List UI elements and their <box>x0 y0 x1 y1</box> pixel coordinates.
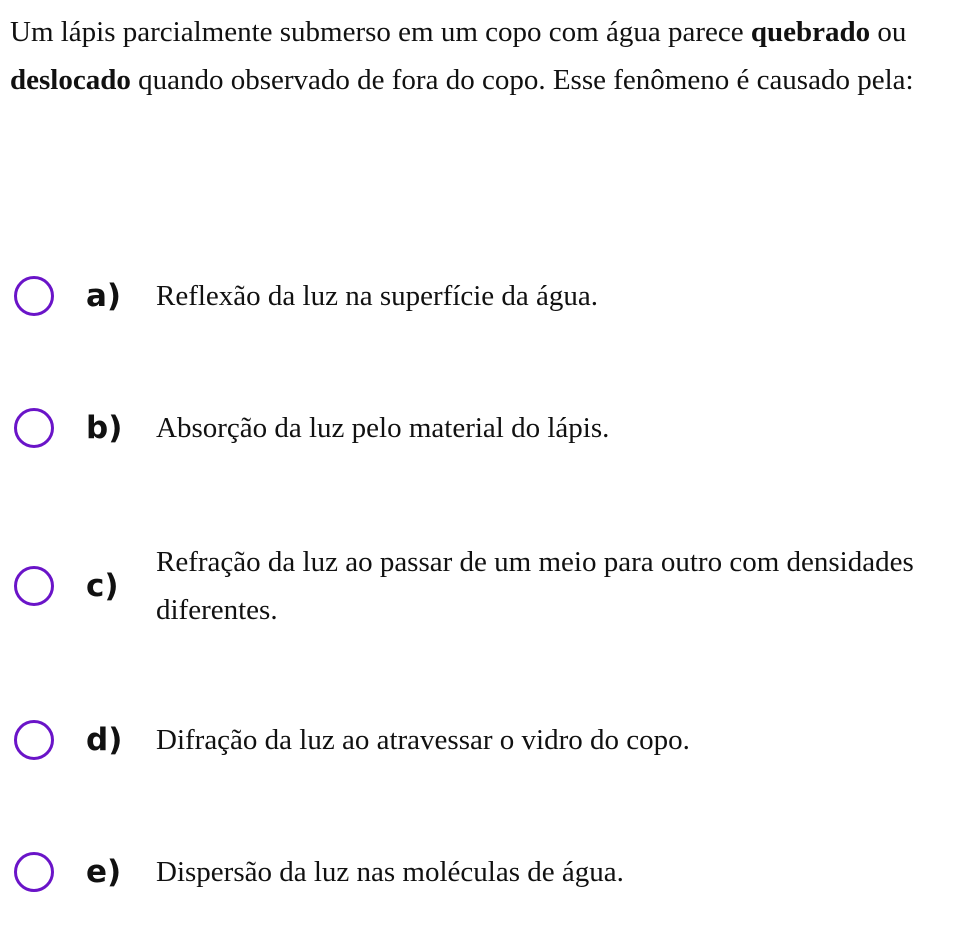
question-bold-deslocado: deslocado <box>10 64 131 96</box>
option-text: Dispersão da luz nas moléculas de água. <box>156 856 624 888</box>
option-letter: c) <box>86 568 119 604</box>
radio-button-icon[interactable] <box>14 566 54 606</box>
question-part-1: Um lápis parcialmente submerso em um copo com água parece <box>10 16 751 48</box>
option-text: Refração da luz ao passar de um meio para outro com densidades diferentes. <box>156 546 914 626</box>
option-c[interactable] <box>14 538 944 634</box>
option-text: Reflexão da luz na superfície da água. <box>156 280 599 312</box>
option-a[interactable] <box>14 272 944 320</box>
option-d[interactable] <box>14 716 944 764</box>
radio-button-icon[interactable] <box>14 720 54 760</box>
radio-button-icon[interactable] <box>14 276 54 316</box>
option-b[interactable] <box>14 404 944 452</box>
radio-button-icon[interactable] <box>14 852 54 892</box>
question-part-2: ou <box>870 16 907 48</box>
option-letter: e) <box>86 854 122 890</box>
question-text <box>10 8 945 104</box>
radio-button-icon[interactable] <box>14 408 54 448</box>
option-e[interactable] <box>14 848 944 896</box>
option-letter: b) <box>86 410 123 446</box>
option-text: Absorção da luz pelo material do lápis. <box>156 412 610 444</box>
question-part-3: quando observado de fora do copo. Esse fenômeno é causado pela: <box>130 64 914 96</box>
option-letter: a) <box>86 278 122 314</box>
option-letter: d) <box>86 722 123 758</box>
question-bold-quebrado: quebrado <box>750 16 871 48</box>
option-text: Difração da luz ao atravessar o vidro do copo. <box>156 724 690 756</box>
